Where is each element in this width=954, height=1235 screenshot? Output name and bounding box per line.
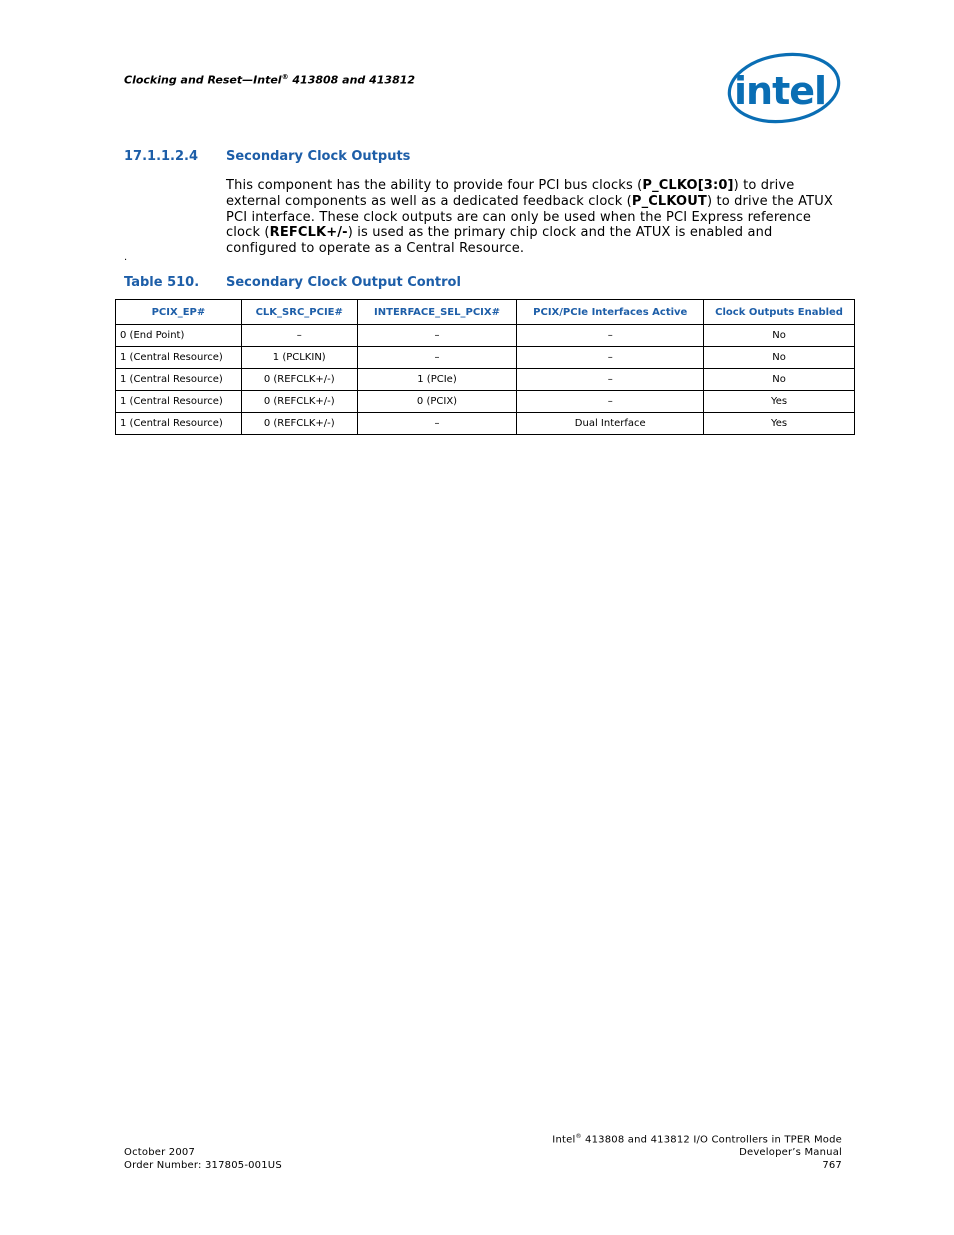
table-cell: 1 (Central Resource): [116, 413, 242, 435]
table-cell: –: [357, 413, 517, 435]
table-caption-label: Table 510.: [124, 275, 200, 290]
footer-registered-mark: ®: [575, 1133, 582, 1140]
column-header: INTERFACE_SEL_PCIX#: [357, 300, 517, 325]
paragraph-text: ) is used as the primary chip clock and the ATUX is enabled and configured to operate as a Central Resource.: [226, 225, 773, 257]
table-row: [116, 369, 855, 391]
table-cell: 1 (PCLKIN): [241, 347, 357, 369]
intel-logo: [724, 50, 842, 128]
table-cell: –: [241, 325, 357, 347]
footer-date: October 2007: [124, 1147, 196, 1158]
paragraph-text: This component has the ability to provide four PCI bus clocks (: [226, 178, 643, 193]
table-cell: 1 (Central Resource): [116, 391, 242, 413]
table-cell: –: [517, 369, 704, 391]
table-header-row: [116, 300, 855, 325]
table-cell: 1 (Central Resource): [116, 347, 242, 369]
column-header: CLK_SRC_PCIE#: [241, 300, 357, 325]
table-row: [116, 391, 855, 413]
table-cell: 1 (Central Resource): [116, 369, 242, 391]
page-number: 767: [822, 1160, 842, 1171]
header-registered-mark: ®: [281, 73, 289, 81]
paragraph-text: ) to drive external components as well as a dedicated feedback clock (: [226, 178, 795, 209]
table-cell: –: [357, 347, 517, 369]
table-cell: No: [704, 325, 855, 347]
header-title-suffix: 413808 and 413812: [288, 73, 416, 87]
footer-doc-title-prefix: Intel: [552, 1134, 576, 1146]
table-cell: 0 (REFCLK+/-): [241, 413, 357, 435]
paragraph-text: ) to drive the ATUX PCI interface. These clock outputs are can only be used when the PCI Express reference clock (: [226, 193, 833, 241]
running-header: [124, 73, 415, 87]
table-caption-title: Secondary Clock Output Control: [226, 275, 461, 290]
column-header: PCIX/PCIe Interfaces Active: [517, 300, 704, 325]
footer-order-number: Order Number: 317805-001US: [124, 1160, 282, 1171]
table-row: [116, 325, 855, 347]
table-cell: –: [357, 325, 517, 347]
table-cell: Yes: [704, 391, 855, 413]
table-cell: 0 (REFCLK+/-): [241, 391, 357, 413]
footer-doc-title-suffix: 413808 and 413812 I/O Controllers in TPER Mode: [581, 1134, 842, 1146]
table-caption: [124, 275, 461, 290]
footer-doc-title: [552, 1133, 842, 1145]
table-cell: 0 (PCIX): [357, 391, 517, 413]
table-cell: –: [517, 325, 704, 347]
table-cell: 0 (End Point): [116, 325, 242, 347]
intel-logo-text: intel: [734, 69, 827, 113]
section-number: 17.1.1.2.4: [124, 149, 199, 164]
column-header: Clock Outputs Enabled: [704, 300, 855, 325]
footer-manual: Developer’s Manual: [739, 1147, 842, 1158]
header-title-prefix: Clocking and Reset—Intel: [124, 73, 282, 87]
table-cell: 0 (REFCLK+/-): [241, 369, 357, 391]
clock-output-table: [115, 299, 855, 435]
table-cell: Dual Interface: [517, 413, 704, 435]
table-row: [116, 413, 855, 435]
table-cell: 1 (PCIe): [357, 369, 517, 391]
table-cell: –: [517, 347, 704, 369]
signal-name: P_CLKOUT: [631, 193, 707, 209]
table-cell: –: [517, 391, 704, 413]
section-title: Secondary Clock Outputs: [226, 149, 411, 164]
body-paragraph: [226, 178, 844, 257]
table-cell: Yes: [704, 413, 855, 435]
signal-name: P_CLKO[3:0]: [642, 178, 734, 193]
table-cell: No: [704, 369, 855, 391]
stray-mark: .: [124, 252, 128, 263]
table-row: [116, 347, 855, 369]
column-header: PCIX_EP#: [116, 300, 242, 325]
signal-name: REFCLK+/-: [269, 225, 348, 241]
table-cell: No: [704, 347, 855, 369]
